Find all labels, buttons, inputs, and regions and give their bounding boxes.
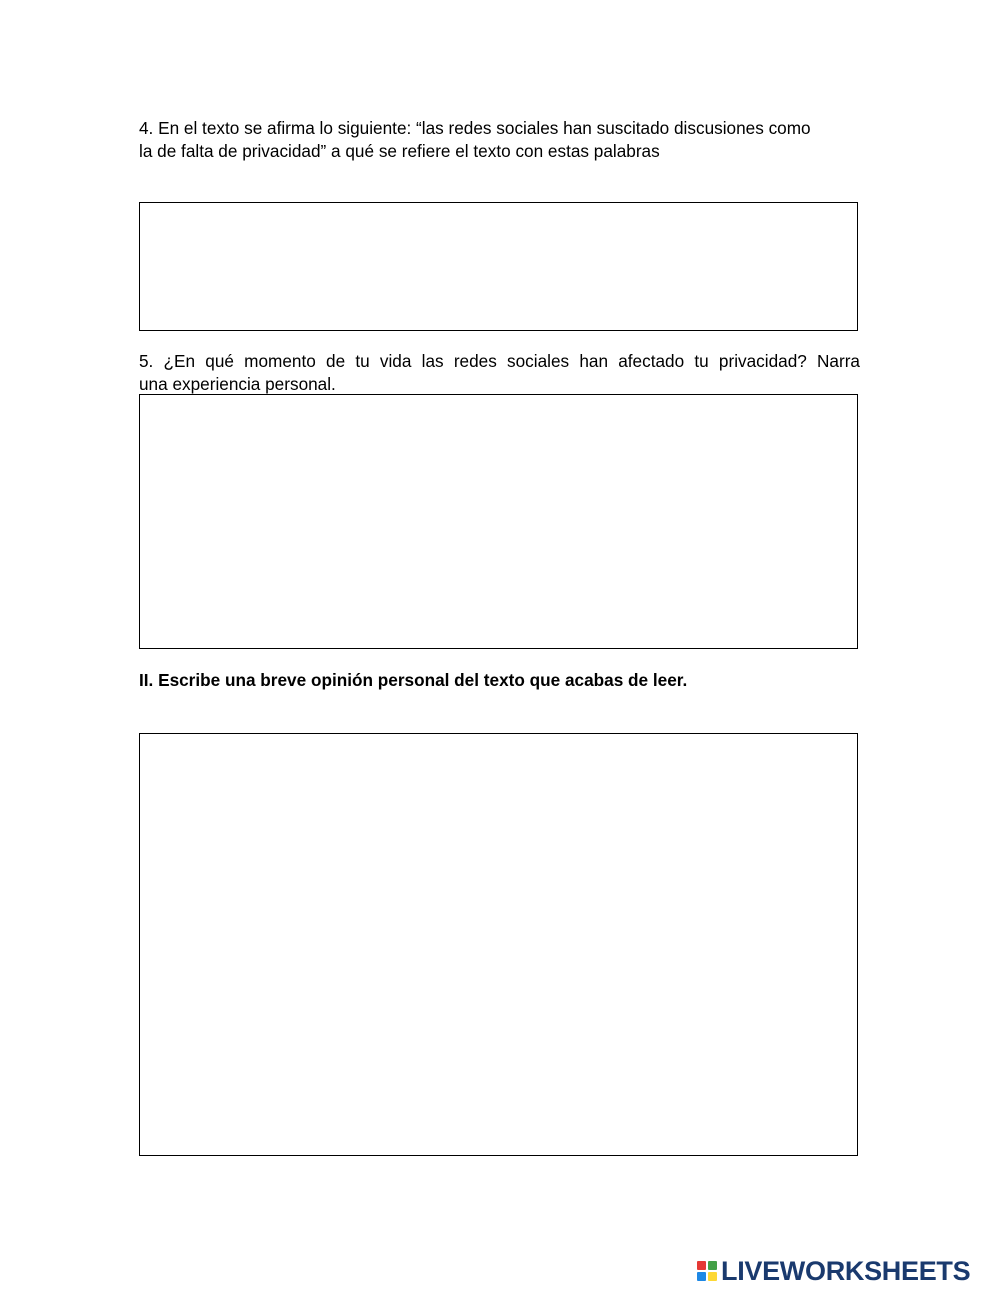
section-ii-heading: II. Escribe una breve opinión personal del texto que acabas de leer. — [139, 670, 688, 690]
question-5-line-1: 5. ¿En qué momento de tu vida las redes sociales han afectado tu privacidad? Narra — [139, 351, 860, 371]
logo-text: LIVEWORKSHEETS — [721, 1256, 971, 1286]
logo-blocks-icon — [697, 1261, 717, 1281]
logo-block-blue — [697, 1272, 706, 1281]
answer-box-question-5[interactable] — [139, 394, 858, 649]
logo-block-green — [708, 1261, 717, 1270]
question-4-line-1: 4. En el texto se afirma lo siguiente: “las redes sociales han suscitado discusiones como — [139, 118, 811, 138]
logo-block-yellow — [708, 1272, 717, 1281]
answer-box-opinion[interactable] — [139, 733, 858, 1156]
logo-block-red — [697, 1261, 706, 1270]
answer-box-question-4[interactable] — [139, 202, 858, 331]
question-4-line-2: la de falta de privacidad” a qué se refiere el texto con estas palabras — [139, 141, 660, 161]
question-5-text — [139, 350, 860, 396]
question-5-line-2: una experiencia personal. — [139, 374, 336, 394]
liveworksheets-logo — [697, 1256, 970, 1286]
question-4-text — [139, 117, 860, 163]
